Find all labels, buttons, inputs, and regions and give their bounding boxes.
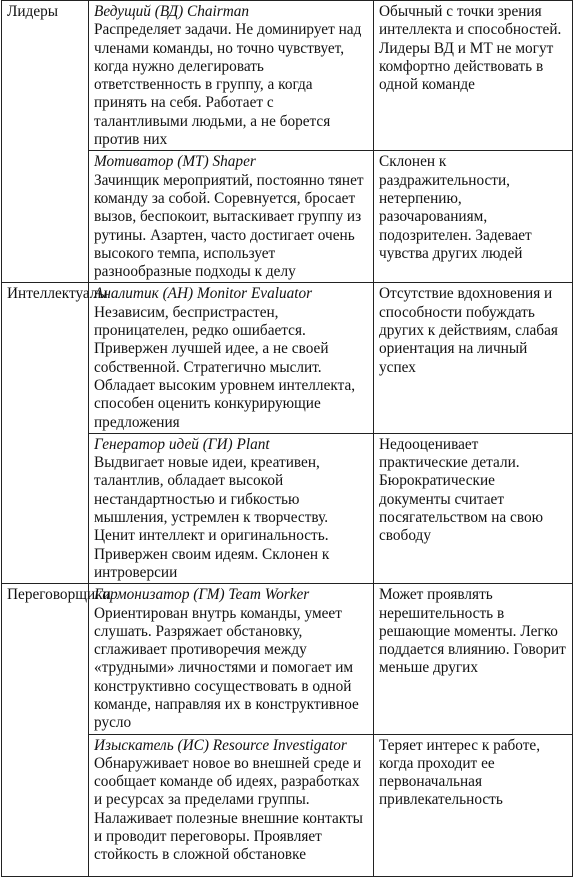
role-description: Зачинщик мероприятий, постоянно тянет команду за собой. Соревнуется, бросает вызов, беспокоит, вытаскивает группу из рутины. Азартен, часто достигает очень высокого темпа, использует разнообразные подходы к делу — [94, 171, 364, 281]
weakness-cell — [374, 1, 573, 151]
group-name: Переговорщики — [7, 586, 111, 604]
table-row — [2, 584, 573, 734]
role-title: Ведущий (ВД) Chairman — [94, 3, 250, 20]
role-description: Ориентирован внутрь команды, умеет слушать. Разряжает обстановку, сглаживает противоречия между «трудными» личностями и помогает им конструктивно сосуществовать в одной команде, направляя их в конструктивное русло — [94, 604, 359, 732]
table-row — [2, 1, 573, 151]
weakness-cell — [374, 584, 573, 734]
role-title: Мотиватор (МТ) Shaper — [94, 153, 256, 171]
role-cell — [89, 151, 374, 283]
role-weakness: Теряет интерес к работе, когда проходит ее первоначальная привлекательность — [379, 736, 541, 809]
role-weakness: Обычный с точки зрения интеллекта и способностей. Лидеры ВД и МТ не могут комфортно действовать в одной команде — [379, 3, 562, 94]
group-name: Интеллектуалы — [7, 285, 108, 303]
table-row — [2, 283, 573, 433]
role-description: Обнаруживает новое во внешней среде и сообщает команде об идеях, разработках и ресурсах за пределами группы. Налаживает полезные внешние контакты и проводит переговоры. Проявляет стойкость в сложной обстановке — [94, 754, 363, 864]
role-cell — [89, 283, 374, 433]
role-description: Выдвигает новые идеи, креативен, талантлив, обладает высокой нестандартностью и гибкостью мышления, устремлен к творчеству. Ценит интеллект и оригинальность. Привержен своим идеям. Склонен к интроверсии — [94, 454, 330, 581]
role-weakness: Склонен к раздражительности, нетерпению, разочарованиям, подозрителен. Задевает чувства других людей — [379, 153, 532, 262]
group-name-cell — [2, 1, 89, 283]
role-cell — [89, 734, 374, 876]
role-cell — [89, 1, 374, 151]
role-title: Изыскатель (ИС) Resource Investigator — [94, 736, 347, 754]
weakness-cell — [374, 151, 573, 283]
role-title: Аналитик (АН) Monitor Evaluator — [94, 285, 313, 303]
role-weakness: Отсутствие вдохновения и способности побуждать других к действиям, слабая ориентация на личный успех — [379, 285, 558, 376]
role-cell — [89, 433, 374, 583]
weakness-cell — [374, 283, 573, 433]
role-title: Генератор идей (ГИ) Plant — [94, 435, 270, 453]
role-weakness: Может проявлять нерешительность в решающие моменты. Легко поддается влиянию. Говорит меньше других — [379, 586, 566, 677]
team-roles-table — [1, 0, 573, 877]
group-name-cell — [2, 584, 111, 876]
weakness-cell — [374, 734, 573, 876]
role-weakness: Недооценивает практические детали. Бюрократические документы считает посягательством на свою свободу — [379, 435, 544, 545]
group-name: Лидеры — [7, 3, 59, 20]
role-description: Независим, беспристрастен, проницателен, редко ошибается. Привержен лучшей идее, а не своей собственной. Стратегично мыслит. Обладает высоким уровнем интеллекта, способен оценить конкурирующие предложения — [94, 303, 356, 431]
group-name-cell — [2, 283, 108, 584]
role-description: Распределяет задачи. Не доминирует над членами команды, но точно чувствует, когда нужно делегировать ответственность в группу, а когда принять на себя. Работает с талантливыми людьми, а не борется против них — [94, 21, 362, 149]
weakness-cell — [374, 433, 573, 583]
role-title: Гармонизатор (ГМ) Team Worker — [94, 586, 310, 604]
role-cell — [89, 584, 374, 734]
